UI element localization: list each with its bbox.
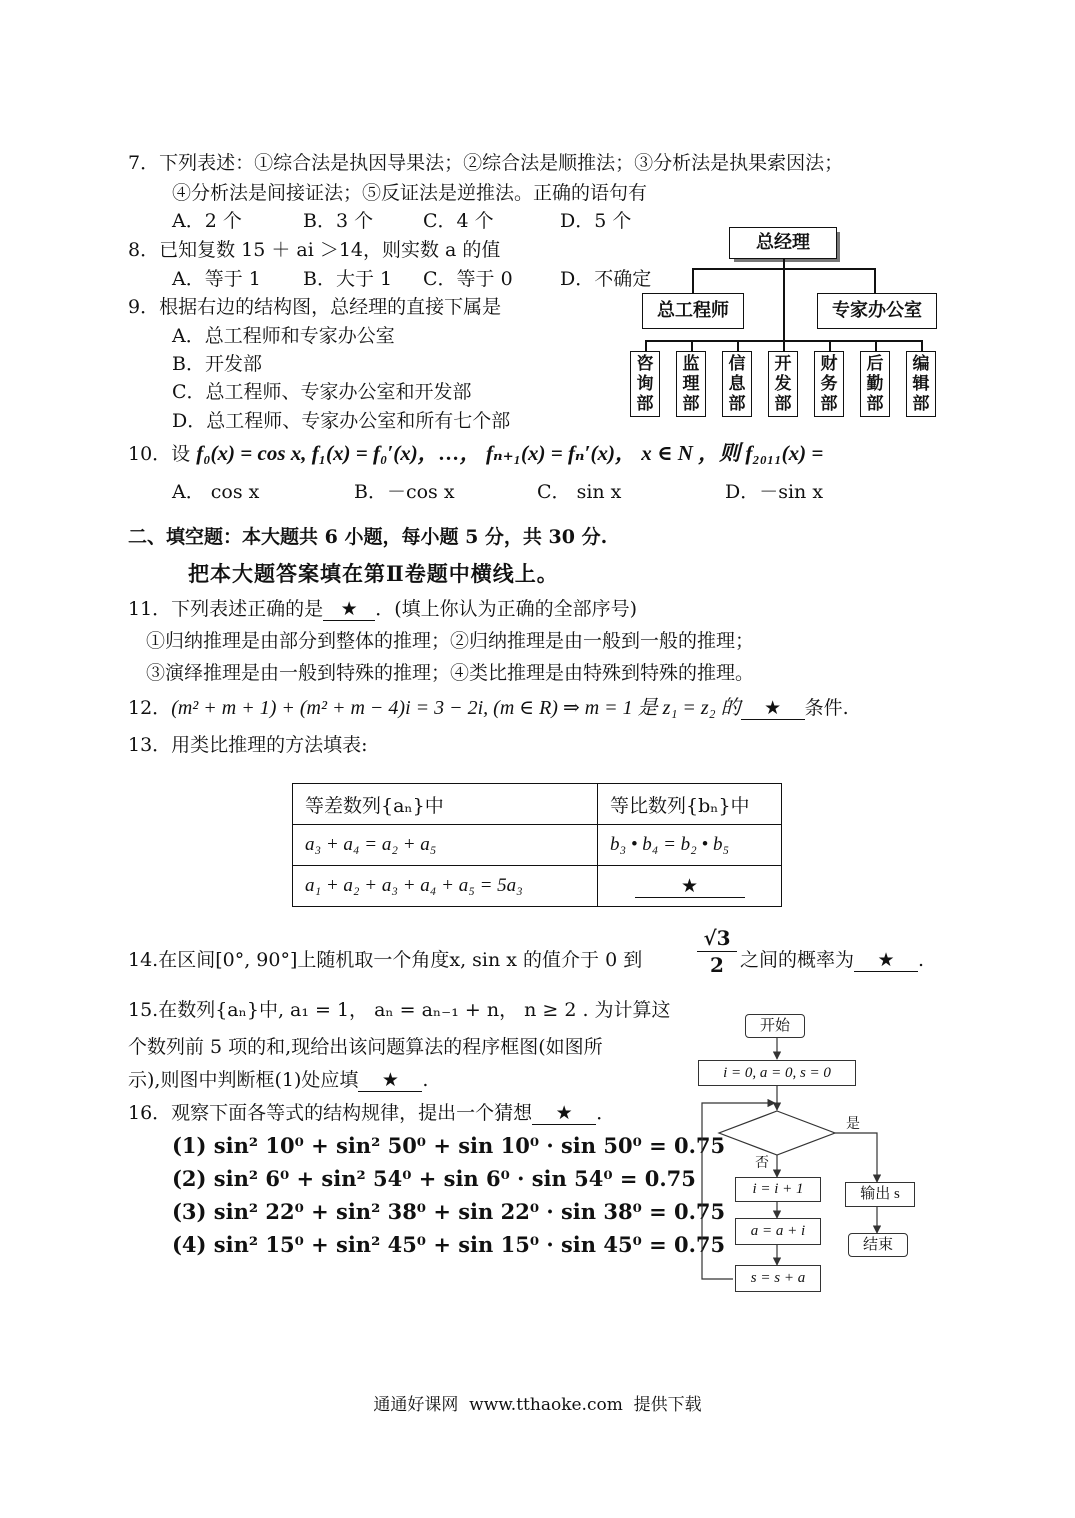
q8-option-b: B．大于 1 bbox=[303, 268, 393, 290]
table-cell bbox=[598, 866, 782, 907]
q14-frac-numerator: √3 bbox=[697, 925, 737, 952]
q7-option-d: D．5 个 bbox=[560, 210, 632, 232]
q16-lead-line bbox=[128, 1100, 615, 1126]
table-cell: b₃ • b₄ = b₂ • b₅ bbox=[598, 825, 782, 866]
q11-answer-blank: ★ bbox=[323, 598, 375, 621]
q16-equation-2: (2) sin² 6⁰ + sin² 54⁰ + sin 6⁰ · sin 54⁰ = 0.75 bbox=[172, 1166, 696, 1191]
q11-line3: ③演绎推理是由一般到特殊的推理；④类比推理是由特殊到特殊的推理。 bbox=[146, 662, 755, 684]
q15-line3-end: . bbox=[422, 1069, 429, 1091]
flowchart-init: i = 0, a = 0, s = 0 bbox=[698, 1060, 856, 1086]
q14-fraction bbox=[697, 925, 737, 978]
flowchart-output: 输出 s bbox=[845, 1182, 915, 1207]
flowchart-step-a: a = a + i bbox=[735, 1218, 821, 1245]
q15-answer-blank: ★ bbox=[358, 1069, 422, 1092]
flowchart-start: 开始 bbox=[745, 1014, 805, 1038]
q16-equation-3: (3) sin² 22⁰ + sin² 38⁰ + sin 22⁰ · sin 38⁰ = 0.75 bbox=[172, 1199, 726, 1224]
q16-end: ． bbox=[596, 1102, 616, 1124]
flowchart-no-label: 否 bbox=[755, 1155, 769, 1171]
q8-option-d: D．不确定 bbox=[560, 268, 652, 290]
q11-lead: 11．下列表述正确的是 bbox=[128, 598, 324, 620]
table-cell: a₁ + a₂ + a₃ + a₄ + a₅ = 5a₃ bbox=[293, 866, 598, 907]
page-footer: 通通好课网 www.tthaoke.com 提供下载 bbox=[373, 1395, 702, 1415]
q11-line1 bbox=[128, 596, 637, 622]
org-trunk-line bbox=[783, 259, 785, 352]
q10-option-d: D．－sin x bbox=[725, 481, 824, 503]
table-row bbox=[293, 784, 782, 825]
q12-tail: 条件. bbox=[804, 697, 849, 719]
org-mid-right-drop bbox=[874, 268, 876, 293]
table-row bbox=[293, 825, 782, 866]
q7-option-b: B．3 个 bbox=[303, 210, 374, 232]
q7-option-a: A．2 个 bbox=[172, 210, 242, 232]
q15-line2: 个数列前 5 项的和,现给出该问题算法的程序框图(如图所 bbox=[128, 1036, 603, 1058]
section2-title: 二、填空题：本大题共 6 小题，每小题 5 分，共 30 分. bbox=[128, 526, 608, 548]
q15-line3 bbox=[128, 1067, 428, 1093]
q11-line2: ①归纳推理是由部分到整体的推理；②归纳推理是由一般到一般的推理； bbox=[146, 630, 755, 652]
q11-tail: ．(填上你认为正确的全部序号) bbox=[375, 598, 638, 620]
org-chief-engineer-box: 总工程师 bbox=[642, 293, 744, 329]
flowchart-yes-label: 是 bbox=[846, 1116, 860, 1132]
q14-answer-blank: ★ bbox=[854, 949, 918, 972]
q13-lead: 13．用类比推理的方法填表: bbox=[128, 734, 368, 756]
section2-instruction: 把本大题答案填在第Ⅱ卷题中横线上。 bbox=[188, 561, 559, 586]
q12-expression: (m² + m + 1) + (m² + m − 4)i = 3 − 2i, (m ∈ R) ⇒ m = 1 是 z₁ = z₂ 的 bbox=[171, 697, 741, 719]
q8-option-a: A．等于 1 bbox=[172, 268, 261, 290]
q10-expression: f₀(x) = cos x, f₁(x) = f₀′(x)，…， fₙ₊₁(x) = fₙ′(x)， x ∈ N ，则 f₂₀₁₁(x) = bbox=[196, 441, 824, 465]
org-dept-supervision: 监 理 部 bbox=[676, 351, 706, 417]
org-dept-consult: 咨 询 部 bbox=[630, 351, 660, 417]
q12-lead: 12． bbox=[128, 697, 172, 719]
q8-option-c: C．等于 0 bbox=[423, 268, 513, 290]
q10-line1 bbox=[128, 440, 823, 467]
q10-option-b: B．－cos x bbox=[354, 481, 455, 503]
q7-option-c: C．4 个 bbox=[423, 210, 494, 232]
org-dept-finance: 财 务 部 bbox=[814, 351, 844, 417]
q14-frac-denominator: 2 bbox=[710, 953, 724, 977]
q13-analogy-table bbox=[292, 783, 782, 907]
q14-tail: 之间的概率为 bbox=[740, 949, 855, 971]
table-cell: a₃ + a₄ = a₂ + a₅ bbox=[293, 825, 598, 866]
org-dept-information: 信 息 部 bbox=[722, 351, 752, 417]
flowchart-step-i: i = i + 1 bbox=[735, 1177, 821, 1202]
org-top-box: 总经理 bbox=[729, 227, 837, 259]
q12-answer-blank: ★ bbox=[741, 697, 805, 720]
q14-end: . bbox=[918, 949, 925, 971]
org-expert-office-box: 专家办公室 bbox=[817, 293, 937, 329]
q15-line3-lead: 示),则图中判断框(1)处应填 bbox=[128, 1069, 359, 1091]
flowchart-step-s: s = s + a bbox=[735, 1265, 821, 1292]
q7-line1: 7．下列表述：①综合法是执因导果法；②综合法是顺推法；③分析法是执果索因法； bbox=[128, 152, 844, 174]
org-mid-left-drop bbox=[692, 268, 694, 293]
org-dept-editorial: 编 辑 部 bbox=[906, 351, 936, 417]
q14-tail-line bbox=[740, 947, 924, 973]
q9-option-c: C．总工程师、专家办公室和开发部 bbox=[172, 381, 472, 403]
q9-option-d: D．总工程师、专家办公室和所有七个部 bbox=[172, 410, 511, 432]
q10-prefix: 10．设 bbox=[128, 443, 191, 465]
q12-line bbox=[128, 695, 849, 721]
table-cell: 等差数列{aₙ}中 bbox=[293, 784, 598, 825]
table-cell: 等比数列{bₙ}中 bbox=[598, 784, 782, 825]
q9-line1: 9．根据右边的结构图，总经理的直接下属是 bbox=[128, 296, 502, 318]
q13-answer-blank: ★ bbox=[635, 875, 745, 898]
q16-equation-4: (4) sin² 15⁰ + sin² 45⁰ + sin 15⁰ · sin 45⁰ = 0.75 bbox=[172, 1232, 726, 1257]
org-dept-logistics: 后 勤 部 bbox=[860, 351, 890, 417]
flowchart-end: 结束 bbox=[848, 1233, 908, 1257]
table-row bbox=[293, 866, 782, 907]
q8-line1: 8．已知复数 15 ＋ ai ＞14，则实数 a 的值 bbox=[128, 239, 501, 261]
q7-line2: ④分析法是间接证法；⑤反证法是逆推法。正确的语句有 bbox=[172, 182, 648, 204]
q16-equation-1: (1) sin² 10⁰ + sin² 50⁰ + sin 10⁰ · sin 50⁰ = 0.75 bbox=[172, 1133, 726, 1158]
org-dept-development: 开 发 部 bbox=[768, 351, 798, 417]
q9-option-b: B．开发部 bbox=[172, 353, 262, 375]
q14-lead: 14.在区间[0°, 90°]上随机取一个角度x, sin x 的值介于 0 到 bbox=[128, 949, 643, 971]
org-mid-connector bbox=[692, 268, 874, 270]
q10-option-a: A． cos x bbox=[172, 481, 260, 503]
q16-answer-blank: ★ bbox=[532, 1102, 596, 1125]
q15-line1: 15.在数列{aₙ}中, a₁ = 1， aₙ = aₙ₋₁ + n， n ≥ 2 . 为计算这 bbox=[128, 999, 671, 1021]
q9-option-a: A．总工程师和专家办公室 bbox=[172, 325, 395, 347]
q16-lead: 16．观察下面各等式的结构规律，提出一个猜想 bbox=[128, 1102, 533, 1124]
q10-option-c: C． sin x bbox=[537, 481, 622, 503]
org-dept-connector bbox=[645, 340, 922, 342]
